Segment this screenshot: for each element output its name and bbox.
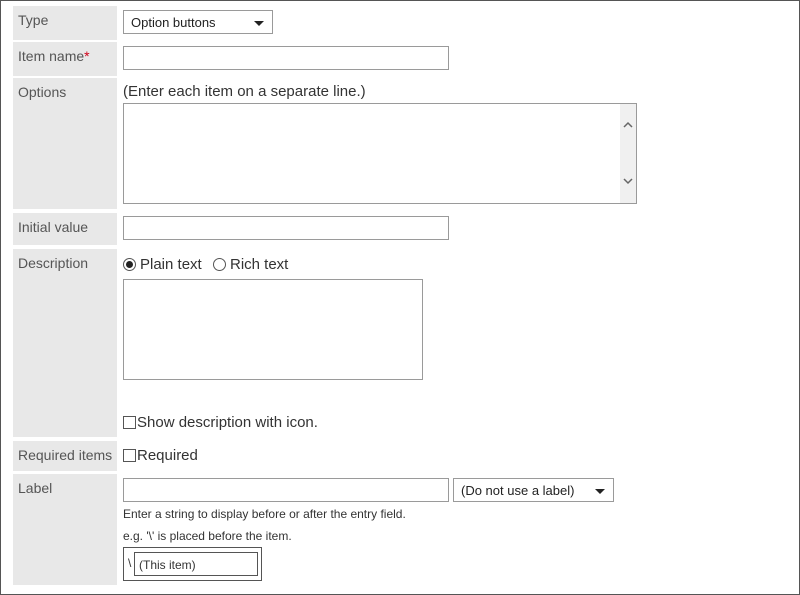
label-row-label-cell [13,474,117,585]
options-textarea[interactable] [123,103,637,204]
label-example-prefix: \ [128,556,132,570]
item-name-input[interactable] [123,46,449,70]
required-checkbox[interactable] [123,449,136,462]
label-position-select-value: (Do not use a label) [461,483,575,498]
description-label-cell [13,249,117,437]
type-label: Type [18,12,49,28]
scroll-up-icon[interactable] [623,120,633,130]
radio-selected-dot [126,261,133,268]
rich-text-label[interactable]: Rich text [230,256,289,273]
plain-text-label[interactable]: Plain text [140,256,202,273]
initial-value-label-cell [13,213,117,245]
label-example-item: (This item) [139,558,196,572]
item-name-label: Item name [18,48,85,64]
initial-value-label: Initial value [18,219,89,235]
rich-text-radio[interactable] [213,258,226,271]
chevron-down-icon [254,21,264,26]
label-example-preview [123,547,262,581]
options-label: Options [18,84,67,100]
type-select[interactable] [123,10,273,34]
label-row-label: Label [18,480,53,496]
required-marker: * [84,48,90,64]
initial-value-input[interactable] [123,216,449,240]
label-help-text: Enter a string to display before or after the entry field. [123,507,406,521]
required-items-label: Required items [18,447,113,463]
type-select-value: Option buttons [131,15,216,30]
label-position-select[interactable] [453,478,614,502]
item-name-label-cell [13,42,117,76]
plain-text-radio[interactable] [123,258,136,271]
scroll-down-icon[interactable] [623,176,633,186]
description-textarea[interactable] [123,279,423,380]
required-items-label-cell [13,441,117,471]
required-checkbox-label[interactable]: Required [137,447,198,464]
type-label-cell [13,6,117,40]
description-label: Description [18,255,89,271]
label-example-item-box [134,552,258,576]
label-text-input[interactable] [123,478,449,502]
chevron-down-icon [595,489,605,494]
show-with-icon-label[interactable]: Show description with icon. [137,414,318,431]
show-with-icon-checkbox[interactable] [123,416,136,429]
options-hint: (Enter each item on a separate line.) [123,83,366,100]
options-scrollbar[interactable] [620,104,636,203]
options-label-cell [13,78,117,209]
label-example-text: e.g. '\' is placed before the item. [123,529,292,543]
